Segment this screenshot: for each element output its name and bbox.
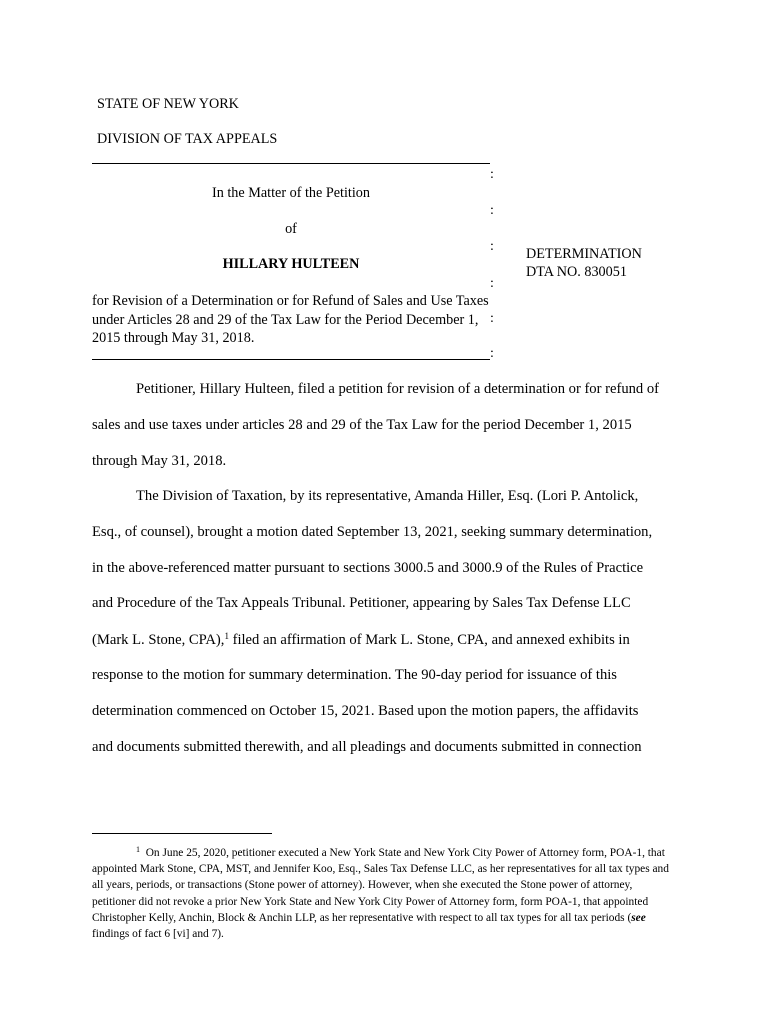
body-line: Petitioner, Hillary Hulteen, filed a petition for revision of a determination or for refund of <box>136 381 660 397</box>
body-line: response to the motion for summary determination. The 90-day period for issuance of this <box>92 667 617 683</box>
body-line: and documents submitted therewith, and all pleadings and documents submitted in connection <box>92 739 642 755</box>
determination-title: DETERMINATION <box>526 246 642 262</box>
caption-colon: : <box>490 203 494 218</box>
body-line: and Procedure of the Tax Appeals Tribunal. Petitioner, appearing by Sales Tax Defense LLC <box>92 595 631 611</box>
footnote-marker: 1 <box>136 845 140 854</box>
petitioner-name: HILLARY HULTEEN <box>222 256 360 272</box>
determination-number: DTA NO. 830051 <box>526 264 627 280</box>
body-line-text: filed an affirmation of Mark L. Stone, CPA, and annexed exhibits in <box>228 632 630 648</box>
caption-colon: : <box>490 239 494 254</box>
caption-colon: : <box>490 167 494 182</box>
caption-colon: : <box>490 311 494 326</box>
caption-matter: In the Matter of the Petition <box>212 185 370 201</box>
caption-colon: : <box>490 276 494 291</box>
caption-subject: for Revision of a Determination or for Refund of Sales and Use Taxes under Articles 28 and 29 of the Tax Law for the Period December 1, 2015 through May 31, 2018. <box>92 293 489 347</box>
body-line: in the above-referenced matter pursuant to sections 3000.5 and 3000.9 of the Rules of Practice <box>92 560 644 576</box>
body-line: through May 31, 2018. <box>92 453 227 469</box>
caption-bottom-rule <box>92 359 490 360</box>
footnote <box>92 842 672 942</box>
body-line: sales and use taxes under articles 28 and 29 of the Tax Law for the period December 1, 2015 <box>92 417 632 433</box>
division-heading: DIVISION OF TAX APPEALS <box>97 131 278 147</box>
footnote-separator <box>92 833 272 834</box>
caption-top-rule <box>92 163 490 164</box>
footnote-reference[interactable]: 1 <box>224 631 229 641</box>
footnote-see: see <box>631 911 646 924</box>
state-heading: STATE OF NEW YORK <box>97 96 239 112</box>
caption-colon: : <box>490 346 494 361</box>
body-line <box>92 631 630 649</box>
body-line-text: (Mark L. Stone, CPA), <box>92 632 225 648</box>
footnote-text: findings of fact 6 [vi] and 7). <box>92 928 224 941</box>
body-line: The Division of Taxation, by its representative, Amanda Hiller, Esq. (Lori P. Antolick, <box>136 488 639 504</box>
body-line: Esq., of counsel), brought a motion dated September 13, 2021, seeking summary determination, <box>92 524 653 540</box>
footnote-text: On June 25, 2020, petitioner executed a New York State and New York City Power of Attorney form, POA-1, that appointed Mark Stone, CPA, MST, and Jennifer Koo, Esq., Sales Tax Defense LLC, as her representatives for all tax types and all years, periods, or transactions (Stone power of attorney). However, when she executed the Stone power of attorney, petitioner did not revoke a prior New York State and New York City Power of Attorney form, form POA-1, that appointed Christopher Kelly, Anchin, Block & Anchin LLP, as her representative with respect to all tax types for all tax periods ( <box>92 847 669 924</box>
caption-of: of <box>285 221 297 237</box>
body-line: determination commenced on October 15, 2021. Based upon the motion papers, the affidavits <box>92 703 639 719</box>
